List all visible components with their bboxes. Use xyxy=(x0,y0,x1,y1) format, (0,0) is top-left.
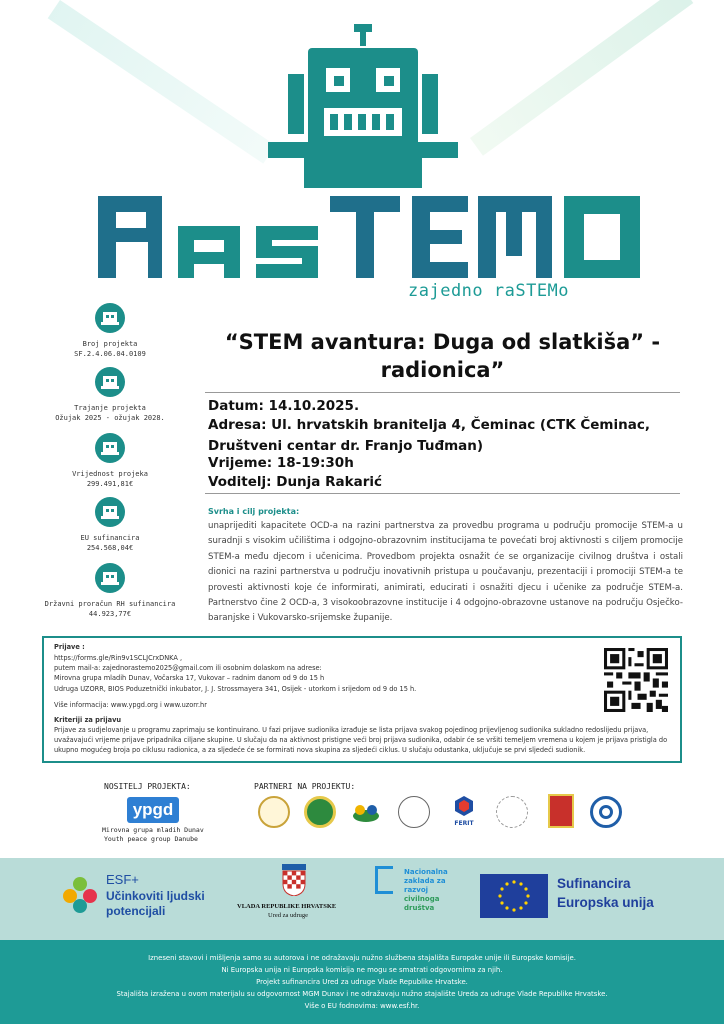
gov-line-2: Ured za udruge xyxy=(268,912,309,919)
stat-duration xyxy=(40,367,180,423)
stat-label: Državni proračun RH sufinancira xyxy=(44,600,176,608)
rastemo-logo xyxy=(98,196,640,278)
stat-value: Ožujak 2025 - ožujak 2028. xyxy=(55,414,165,422)
partner-logo-1 xyxy=(258,796,290,828)
croatian-coat-of-arms-icon xyxy=(282,864,306,896)
divider xyxy=(205,392,680,393)
robot-badge-icon xyxy=(95,563,125,593)
ferit-logo xyxy=(448,796,480,832)
partners-label: PARTNERI NA PROJEKTU: xyxy=(254,782,356,791)
partner-logo-7 xyxy=(548,794,574,828)
holder-name-2: Youth peace group Danube xyxy=(104,835,198,843)
robot-badge-icon xyxy=(95,497,125,527)
esf-line-1: Učinkoviti ljudski xyxy=(106,889,205,903)
stat-label: Trajanje projekta xyxy=(74,404,146,412)
stat-label: Vrijednost projeka xyxy=(72,470,148,478)
stat-eu-cofinancing xyxy=(40,497,180,553)
nz-line-3: razvoj xyxy=(404,886,429,894)
partner-logo-2 xyxy=(304,796,336,828)
event-leader: Voditelj: Dunja Rakarić xyxy=(208,474,382,490)
nz-line-5: društva xyxy=(404,904,435,912)
footer-line-3: Projekt sufinancira Ured za udruge Vlade Republike Hrvatske. xyxy=(256,978,468,986)
partner-logo-6 xyxy=(496,796,528,828)
event-title: “STEM avantura: Duga od slatkiša” - radionica” xyxy=(224,330,661,382)
footer-line-4: Stajališta izražena u ovom materijalu su odgovornost MGM Dunav i ne odražavaju nužno stajalište Ureda za udruge Vlade Republike Hrvatske. xyxy=(116,990,608,998)
tagline: zajedno raSTEMo xyxy=(408,281,570,301)
stat-label: EU sufinancira xyxy=(80,534,140,542)
criteria-line-3: ukupno mogućeg broja po ciklusu radionica, a za sljedeće će se formirati nova skupina za sljedeći ciklus. U slučaju odustanka, uključuje se prvi sljedeći sudionik. xyxy=(54,746,586,754)
nz-bracket-icon xyxy=(375,866,393,894)
ypgd-logo: ypgd xyxy=(127,797,179,823)
nz-line-2: zaklada za xyxy=(404,877,446,885)
nz-line-1: Nacionalna xyxy=(404,868,448,876)
stat-label: Broj projekta xyxy=(82,340,138,348)
stat-state-budget xyxy=(40,563,180,619)
purpose-text: unaprijediti kapacitete OCD-a na razini partnerstva za provedbu programa u području promocije STEM-a u suradnji s visokim učilištima i odgojno-obrazovnim institucijama te povećati broj aktivnosti s ciljem promocije STEM-a među djecom i učenicima. Provedbom projekta osnažit će se organizacije civilnog društva i ostali dionici na razini partnerstva u području inovativnih pristupa u poučavanju, prezentaciji i promociji STEM-a te provesti aktivnosti koje će informirati, animirati, educirati i osnažiti djecu i učenike za područje STEM-a. Partnerstvo čine 2 OCD-a, 3 visokoobrazovne institucije i 4 odgojno-obrazovne ustanove na području Osječko-baranjske i Vukovarsko-srijemske županije. xyxy=(208,521,683,624)
robot-illustration xyxy=(268,24,458,209)
holder-label: NOSITELJ PROJEKTA: xyxy=(104,782,191,791)
footer-line-2: Ni Europska unija ni Europska komisija ne mogu se smatrati odgovornima za njih. xyxy=(221,966,503,974)
robot-badge-icon xyxy=(95,367,125,397)
robot-badge-icon xyxy=(95,303,125,333)
more-info: Više informacija: www.ypgd.org i www.uzorr.hr xyxy=(54,701,207,709)
qr-code-icon[interactable] xyxy=(604,648,668,712)
stat-value: 44.923,77€ xyxy=(88,610,132,618)
application-address-2: Udruga UZORR, BIOS Poduzetnički inkubator, J. J. Strossmayera 341, Osijek - utorkom i srijedom od 9 do 15 h. xyxy=(54,685,417,693)
application-heading: Prijave : xyxy=(54,643,85,651)
eu-line-1: Sufinancira xyxy=(557,876,631,891)
partner-logo-8 xyxy=(590,796,622,828)
application-form-link[interactable]: https://forms.gle/Rin9v1SCLJCrxDNKA , xyxy=(54,654,183,662)
stat-value: 254.568,04€ xyxy=(86,544,134,552)
decorative-beam-left xyxy=(48,0,276,164)
stat-value-total xyxy=(40,433,180,489)
purpose-heading: Svrha i cilj projekta: xyxy=(208,507,300,516)
esf-plus: ESF+ xyxy=(106,872,139,887)
criteria-line-1: Prijave za sudjelovanje u programu zaprimaju se kontinuirano. U fazi prijave sudionika izrađuje se lista prijava svakog pojedinog prijevljenog sudionika sukladno redoslijedu prijava, xyxy=(54,726,649,734)
decorative-beam-right xyxy=(470,0,693,156)
partner-logo-3 xyxy=(350,796,382,828)
application-address-1: Mirovna grupa mladih Dunav, Vočarska 17, Vukovar – radnim danom od 9 do 15 h xyxy=(54,674,325,682)
ferit-text: FERIT xyxy=(454,820,474,827)
event-address-1: Adresa: Ul. hrvatskih branitelja 4, Čeminac (CTK Čeminac, xyxy=(208,417,650,433)
footer-line-5: Više o EU fodnovima: www.esf.hr. xyxy=(304,1002,420,1010)
event-address-2: Društveni centar dr. Franjo Tuđman) xyxy=(208,438,484,454)
eu-flag-icon xyxy=(480,874,548,918)
event-time: Vrijeme: 18-19:30h xyxy=(208,455,354,471)
esf-flower-icon xyxy=(62,874,98,914)
application-box xyxy=(42,636,682,763)
application-email: putem mail-a: zajednorastemo2025@gmail.com ili osobnim dolaskom na adrese: xyxy=(54,664,322,672)
footer-line-1: Izneseni stavovi i mišljenja samo su autorova i ne odražavaju nužno službena stajališta Europske unije ili Europske komisije. xyxy=(148,954,576,962)
holder-name-1: Mirovna grupa mladih Dunav xyxy=(102,826,204,834)
esf-line-2: potencijali xyxy=(106,904,166,918)
partner-logo-4 xyxy=(398,796,430,828)
stat-project-number xyxy=(40,303,180,359)
disclaimer-footer xyxy=(0,940,724,1024)
eu-line-2: Europska unija xyxy=(557,895,654,910)
divider xyxy=(205,493,680,494)
event-date: Datum: 14.10.2025. xyxy=(208,398,360,414)
criteria-heading: Kriteriji za prijavu xyxy=(54,716,122,724)
stat-value: 299.491,81€ xyxy=(86,480,134,488)
nz-line-4: civilnoga xyxy=(404,895,440,903)
robot-badge-icon xyxy=(95,433,125,463)
criteria-line-2: uvažavajući vrijeme prijave pripadnika ciljane skupine. U slučaju da na aktivnost pristigne veći broj prijava sudionika, odabir će se vršiti temeljem vremena u kojem je prijava pristigla do xyxy=(54,736,668,744)
stat-value: SF.2.4.06.04.0109 xyxy=(74,350,146,358)
gov-line-1: VLADA REPUBLIKE HRVATSKE xyxy=(237,903,337,910)
